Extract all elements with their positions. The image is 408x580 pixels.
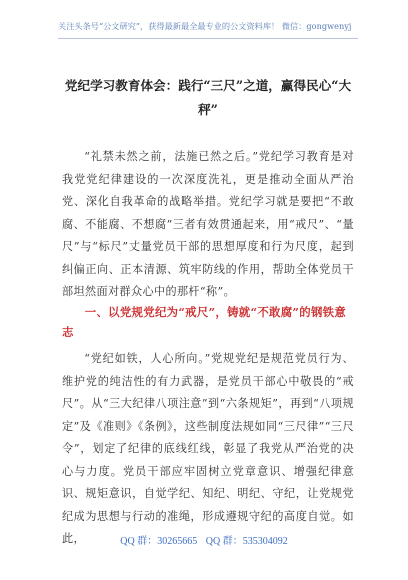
body-paragraph-2: “党纪如铁，人心所向。”党规党纪是规范党员行为、维护党的纯洁性的有力武器，是党员干部心中敬畏的“戒尺”。从“三大纪律八项注意”到“六条规矩”，再到“八项规定”及《准则》《条例》，这些制度法规如同“三尺律”“三尺令”，划定了纪律的底线红线，彰显了我党从严治党的决心与力度。党员干部应牢固树立党章意识、增强纪律意识、规矩意识，自觉学纪、知纪、明纪、守纪，让党规党纪成为思想与行动的准绳，形成遵规守纪的高度自觉。如此， bbox=[62, 352, 354, 545]
document-title: 党纪学习教育体会：践行“三尺”之道，赢得民心“大秤” bbox=[64, 78, 352, 117]
body-paragraph-1: “礼禁未然之前，法施已然之后。”党纪学习教育是对我党党纪律建设的一次深度洗礼，更是推动全面从严治党、深化自我革命的战略举措。党纪学习就是要把“不敢腐、不能腐、不想腐”三者有效贯通起来，用“戒尺”、“量尺”与“标尺”丈量党员干部的思想厚度和行为尺度，起到纠偏正向、正本清源、筑牢防线的作用，帮助全体党员干部坦然面对群众心中的那杆“称”。 bbox=[62, 150, 354, 298]
footer-qq-group-2: QQ 群：535304092 bbox=[205, 536, 288, 547]
footer-qq-group-1: QQ 群：30265665 bbox=[120, 536, 198, 547]
section-heading-1: 一、以党规党纪为“戒尺”，铸就“不敢腐”的钢铁意志 bbox=[62, 305, 347, 339]
header-notice: 关注头条号“公文研究”，获得最新最全最专业的公文资料库！ 微信：gongwenyj bbox=[58, 21, 352, 31]
header-divider bbox=[58, 38, 358, 39]
footer-contact bbox=[0, 532, 408, 547]
